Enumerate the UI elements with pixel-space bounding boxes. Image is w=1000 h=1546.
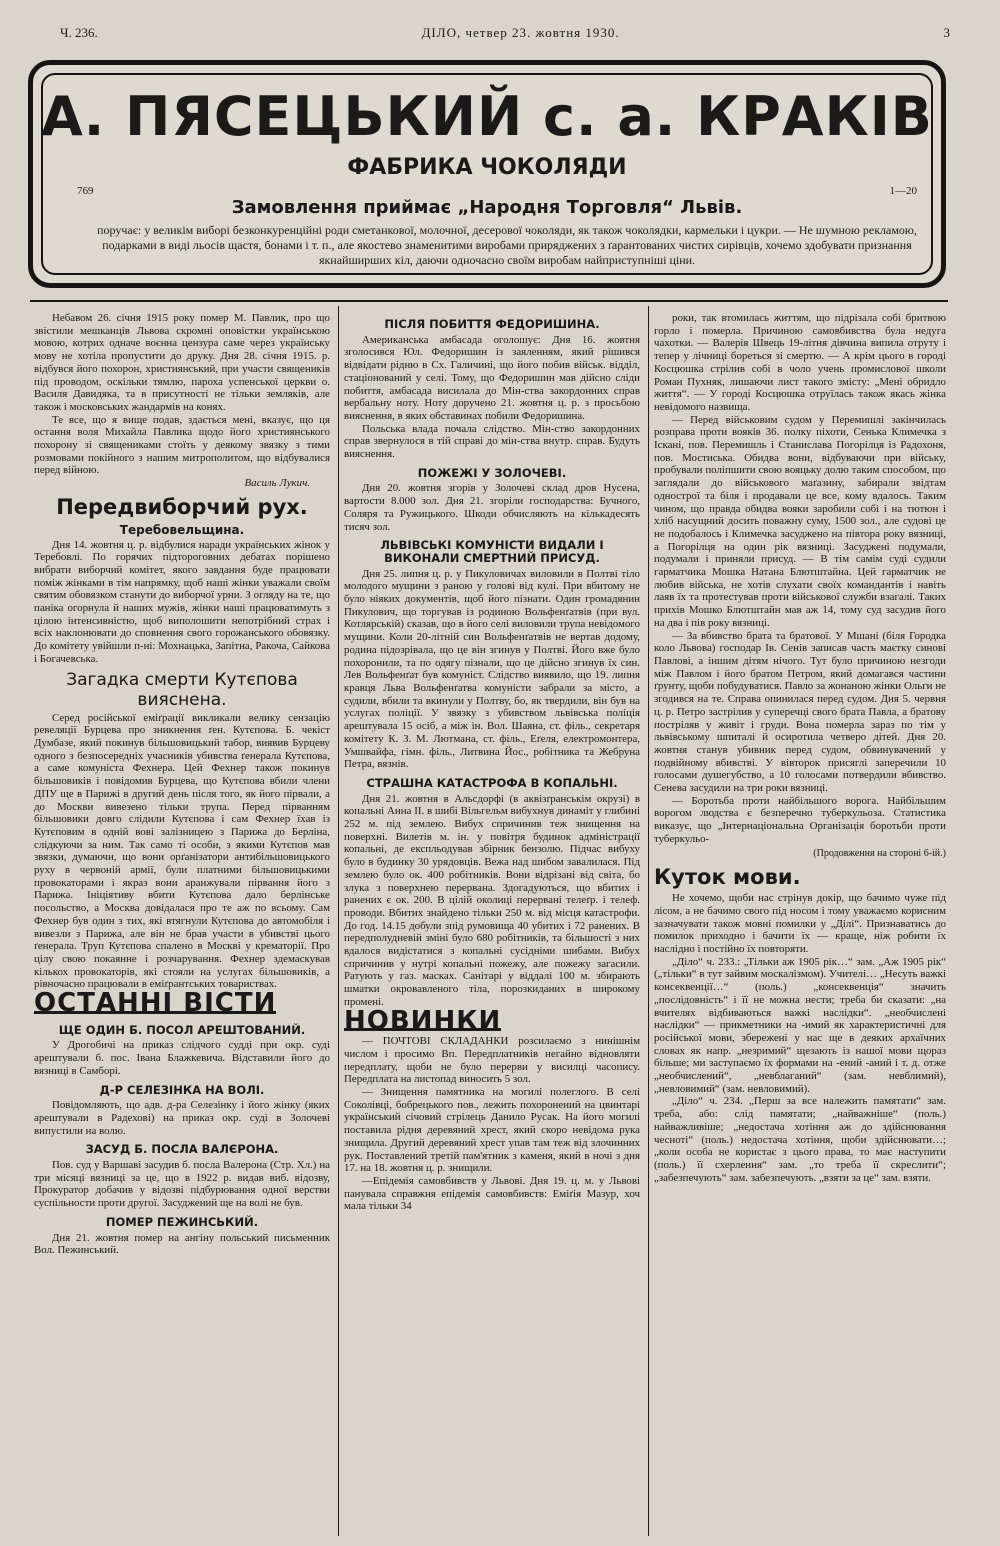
news-paragraph: роки, так втомилась життям, що підрізала собі бритвою горло і померла. Причиною самовбивства була недуга чахотки. — Валерія Швець 19-літня дівчина випила отруту і тепер у лічниці бореться зі смертю. — А крім цього в городі Косцюшка стрілив собі в чоло учень промислової школи Роман Пухняк, лишаючи лист такого змісту: „Мені обридло життя“. — У городі Косцюшка отруїлась також якась жінка невідомого назвища. — [654, 312, 946, 413]
news-headline: ПОЖЕЖІ У ЗОЛОЧЕВІ. — [417, 465, 567, 480]
ad-code-right: 1—20 — [889, 185, 917, 197]
page-header — [60, 22, 950, 44]
ad-code-left: 769 — [77, 185, 94, 197]
article-headline: Куток мови. — [654, 865, 801, 890]
article-paragraph: Серед російської еміґрації викликали велику сензацію ревеляції Бурцева про зникнення ґен. Кутєпова. Б. чекіст Думбазе, який покинув більшовицький табор, виявив Бурцеву одного з безпосередніх учасників убивства ґенерала Кутєпова, а саме комуніста Фехнера. Цей Фехнер також покинув більшовиків і повідомив Бурцева, що Кутєпова вбили члени ДПУ ще в Парижі в другий день після того, як його пірвали, а до Москви вивезено тільки трупа. Перед пірванням більшовики довго слідили Кутєпова і сам Фехнер їхав із Кутєповим в одній вові залізницею з Парижа до Берліна, слідкуючи за ним. Так само ті особи, з якими Кутєпов мав звязки, думаючи, що вони орґанізатори антибільшовицького руху в червоній армії, були платними більшовицькими провокаторами і якраз вони аранжували пірвання його з Парижа. Ініціятиву вбити Кутєпова дало берлінське посольство, а Москва довідалася про те аж по всьому. Сам Фехнер був один з тих, які втягнули Кутєпова до автомобіля і вивезли з Парижа, але він не брав участи в убивстві цього ґенерала. Труп Кутєпова спалено в Москві у крематорії. Про цілу свою покаянне і розчарування. Фехнер здемаскував кількох провокаторів, які стояли на услугах більшовиків, а рівночасно працювали в еміґрантських товариствах. — [34, 711, 330, 991]
news-paragraph: Американська амбасада оголошує: Дня 16. жовтня зголосився Юл. Федоришин із заяленням, який рішився відвідати рідню в Сх. Галичині, що його побив військ. відділ, стаціонований у селі. Тому, що Федоришин мав дійсно сліди побиття, амбасада висилала до Мін-ства закордонних справ вербальну ноту. Ноту доручено 21. жовтня ц. р. з просьбою вияснення, в яких обставинах побили Федоришина. — [344, 333, 640, 422]
news-paragraph: Дня 21. жовтня в Альсдорфі (в аквізґранськім окрузі) в копальні Анна II. в шибі Вільгельм вибухнув динаміт у глибині 252 м. під землею. Вибух спричинив теж знищення на поверхні. Вилетів м. ін. у повітря будинок адміністрації копальні, де експльодував збірник бензолю. Підчас вибуху було в будинку 30 урядовців. Вежа над шибом завалилася. Під землею було ок. 400 робітників. Вони відрізані від світа, бо злука з поверхнею перервана. Здогадуються, що вбитих і ранених є ок. 200. В цілій околиці перервані телеґр. і телеф. проводи. Вбитих знайдено тільки 250 м. від місця катастрофи. До год. 14.15 добули зпід румовища 40 убитих і 72 ранених. В передполудневій зміні було 680 робітників, та більшості з них вдалося видістатися з копальні сусідніми шибами. Вибух спричинив у нутрі копальні пожежу, але пожежу загасили. Ратують у газ. масках. Санітарі у віддалі 100 м. збирають шматки окровавленого тіла, порозкиданих в широкому промені. — [344, 792, 640, 1008]
news-headline: ЩЕ ОДИН Б. ПОСОЛ АРЕШТОВАНИЙ. — [58, 1022, 306, 1037]
news-headline: ЗАСУД Б. ПОСЛА ВАЛЄРОНА. — [85, 1142, 279, 1157]
news-paragraph: Дня 21. жовтня помер на ангіну польський письменник Вол. Пежинський. — [34, 1231, 330, 1257]
news-paragraph: — За вбивство брата та братової. У Мшані (біля Городка коло Львова) господар Ів. Сенів записав часть маєтку синові Павлові, а іншим дітям нічого. Тут було причиною незгоди між Павлом і його братом Петром, який домагався частини ґрунту, щоби побудуватися. Павло за жонаною жінки Ольги не згодився на те. Справа опинилася перед судом. Дня 5. червня ц. р. Петро застрілив у суперечці свого брата Павла, а братову постріляв у живіт і груди. Вона померла зараз по тім у львівському шпиталі й осиротила четверо дітей. Дня 20. жовтня станув убивник перед судом, обвинувачений у подвійному вбивстві. У вівторок присяглі заперечили 10 голосами душегубство, а 10 голосами потвердили вбивство. Сенева засудили на три роки вязниці. — [654, 629, 946, 795]
news-headline: СТРАШНА КАТАСТРОФА В КОПАЛЬНІ. — [366, 775, 618, 790]
column-3 — [654, 312, 946, 1536]
section-banner: НОВИНКИ — [344, 1005, 502, 1036]
page-number: 3 — [943, 25, 950, 40]
article-headline: Загадка смерти Кутєпова вияснена. — [66, 669, 298, 710]
news-headline: ПІСЛЯ ПОБИТТЯ ФЕДОРИШИНА. — [384, 317, 600, 331]
ad-body-text: поручає: у великім виборі безконкуренційні роди сметанкової, молочної, десерової чоколяди, як також чоколядки, кармельки і цукри. — Не шумною рекламою, подарками в виді льосів щастя, бонами і т. п., але якостево знаменитими виробами приряджених з ґарантованих чистих сирівців, хочемо здобувати признання якнайширших кіл, даючи одночасно своїм виробам найприступніші ціни. — [97, 223, 917, 267]
news-paragraph: Дня 20. жовтня згорів у Золочеві склад дров Нусена, вартости 8.000 зол. Дня 21. згоріли господарства: Бучного, Соляря та Ружицького. Шкоди обчисляють на кількадесять тисяч зол. — [344, 482, 640, 533]
top-divider — [30, 300, 948, 302]
news-paragraph: Повідомляють, що адв. д-ра Селезінку і його жінку (яких арештували в Радехові) на приказ окр. суді в Золочеві випустили на волю. — [34, 1099, 330, 1137]
news-paragraph: — Знищення памятника на могилі полеглого. В селі Соколівці, бобрецького пов., лежить похоронений на цвинтарі український січовий стрілець Данило Русак. На його могилі поставила рідня деревяний хрест, який скоро невідома рука знищила. Другий деревяний хрест упав там теж від злочинних рук. Поставлений третій пам'ятник з каменя, який в ночі з дня 17. на 18. жовтня ц. р. знищили. — [344, 1086, 640, 1175]
chocolate-advertisement — [28, 60, 946, 288]
article-paragraph: „Діло“ ч. 233.: „Тільки аж 1905 рік…“ зам. „Аж 1905 рік“ („тільки“ в тут зайвим москалізмом). Учителі… „Несуть важкі консеквенції…“ (поль.) „консеквенція“ значить „послідовність“ і її не можна нести; треба би сказати: „на вчителях відбиваються важкі наслідки“. „необчислені наслідки“ — прикметники на -имий як характеристичні для російської мови, збережені у нас ще в деяких архаїчних словах як напр. „незримий“ щезають із нашої мови щораз більше; ми заступаємо їх формами на -ений -аний і т. д. отже „необчислений“, „невблаганий“ (зам. невблимий), „невловимий“ (зам. невловимий). — [654, 955, 946, 1095]
article-paragraph: „Діло“ ч. 234. „Перш за все належить памятати“ зам. треба, або: слід памятати; „найважніше“ (поль.) найважливіше; „недостача хотіння аж до здійснювання чесноті“ (поль.) недостача хотіння, щоби здійснювати…; „коли особа не користає з цього права, то має наступити (поль.) її схерлення“ зам. „то треба її скреслити“; „забезпечують“ зам. забезпечують. „взяти за це“ зам. взяти. — [654, 1095, 946, 1184]
news-paragraph: —Епідемія самовбивств у Львові. Дня 19. ц. м. у Львові панувала справжня епідемія самовбивств: Еміґія Мазур, хоч мала тільки 34 — [344, 1175, 640, 1213]
news-paragraph: — Перед військовим судом у Перемишлі закінчилась розправа проти вояків 36. полку піхоти, Сенька Климечка з Іскані, пов. Перемишль і Станислава Погорілця із Радохоня, пов. Мостиська. Обидва вони, відбуваючи при війську, пробували поліпшити свою вояцьку долю таким способом, що заглядали до військового маґазину, забирали звідтам однострої та біля і продавали це все, кому вдалось. Таким чином, що правда обидва вояки заробили собі і на тютюн і хліб насущний досить поважну суму, 1500 зол., але судові це не подобалось і Климечка засуджено на півтора року вязниці, а Погорілця на один рік вязниці. Засуджені подумали, подумали і приняли присуд. — В тім самім суді судили гарматчика Мошка Натана Блютштайна. Цей гарматчик не любив війська, не хотів слухати своїх командантів і навіть лаяв їх та протестував проти військової служби взагалі. Таких прихів Мошко Блютштайн мав аж 14, тому суд засудив його на два і пів року вязниці. — [654, 413, 946, 629]
masthead-date: ДІЛО, четвер 23. жовтня 1930. — [421, 25, 620, 40]
article-paragraph: Те все, що я вище подав, здається мені, вказує, що ця остання воля Михайла Павлика щодо його християнського похорону зі священиками стоїть у деякому звязку з тими розмовами покійного з нашим митрополитом, що відбувалися перед війною. — [34, 413, 330, 477]
news-paragraph: — Боротьба проти найбільшого ворога. Найбільшим ворогом людства є безперечно туберкульоза. Статистика виказує, що „Інтернаціональна Організація боротьби проти туберкульо- — [654, 794, 946, 845]
article-signature: Василь Лукич. — [244, 477, 310, 490]
news-paragraph: — ПОЧТОВІ СКЛАДАНКИ розсилаємо з нинішнім числом і просимо Вп. Передплатників негайно відновляти передплату, щоби не було перерви у висилці часопису. Передплата на листопад виносить 5 зол. — [344, 1035, 640, 1086]
column-divider-1 — [338, 306, 339, 1536]
news-headline: Д-Р СЕЛЕЗІНКА НА ВОЛІ. — [99, 1082, 265, 1097]
news-headline: ЛЬВІВСЬКІ КОМУНІСТИ ВИДАЛИ І ВИКОНАЛИ СМЕРТНИЙ ПРИСУД. — [380, 538, 604, 565]
issue-number: Ч. 236. — [60, 25, 98, 40]
ad-subtitle: ФАБРИКА ЧОКОЛЯДИ — [347, 155, 627, 180]
continuation-note: (Продовження на стороні 6-ій.) — [813, 847, 946, 859]
article-paragraph: Дня 14. жовтня ц. р. відбулися наради українських жінок у Теребовлі. По горячих підтороговних дебатах порішено вибрати виборчий комітет, якого завдання буде працювати поміж жінками в тім напрямку, щоб наші жінки уважали своїм святим обовязком станути до виборчої урни. З огляду на те, що паніка огорнула й наших мужів, жінки наші працюватимуть з цілою інтенсивністю, щоб виполошити непотрібний страх і всіх наклонювати до сповнення свого горожанського обовязку. До комітету увійшли п-ні: Мохнацька, Запітна, Ракочa, Сайкова і Богачевська. — [34, 538, 330, 665]
ad-orders-line: Замовлення приймає „Народня Торговля“ Львів. — [231, 197, 743, 218]
article-paragraph: Не хочемо, щоби нас стрінув докір, що бачимо чуже під лісом, а не бачимо свого під носом і тому уважаємо корисним зазначувати також мовні помилки у „Ділі“. Признаватись до помилок приходно і бачити їх — краще, ніж робити їх наслідно і постійно їх повторяти. — [654, 892, 946, 956]
article-headline: Передвиборчий рух. — [56, 494, 308, 519]
news-headline: ПОМЕР ПЕЖИНСЬКИЙ. — [105, 1214, 259, 1229]
column-divider-2 — [648, 306, 649, 1536]
section-banner: ОСТАННІ ВІСТИ — [34, 988, 277, 1019]
column-1 — [34, 312, 330, 1536]
news-paragraph: Пов. суд у Варшаві засудив б. посла Валерона (Стр. Хл.) на три місяці вязниці за це, що в 1922 р. видав виб. відозву, Прокуратор добачив у відозві підбурювання одної верстви суспільности проти другої. Засуджений ще на волі не був. — [34, 1159, 330, 1210]
article-paragraph: Небавом 26. січня 1915 року помер М. Павлик, про що звістили мешканців Львова скромні оповістки українською мовою, котрих одначе воєнна цензура саме через українську мову не хотіла пропустити до друку. Дня 28. січня 1915. р. відбувся його похорон, християнський, при участи священиків під проводом, оскільки тямлю, пароха успенської церкви о. Василя Давидяка, та в присутності не тільки земляків, але також і московських жандармів на конях. — [34, 312, 330, 413]
news-paragraph: Польська влада почала слідство. Мін-ство закордонних справ звернулося в тій справі до мін-ства внутр. справ. Будуть вияснення. — [344, 422, 640, 461]
article-subheadline: Теребовельщина. — [119, 522, 245, 537]
ad-title: А. ПЯСЕЦЬКИЙ с. а. КРАКІВ — [41, 85, 933, 148]
news-paragraph: У Дрогобичі на приказ слідчого судді при окр. суді арештували б. пос. Івана Блажкевича. Відставили його до вязниці в Самборі. — [34, 1039, 330, 1077]
news-paragraph: Дня 25. липня ц. р. у Пикуловичах виловили в Полтві тіло молодого мущини з раною у голові від кулі. При вбитому не було ніяких документів, щоб його пізнати. Один громадянин Пикулович, що торгував із родиною Вольфенґатвів (при вул. Котлярській) сказав, що в його селі виловили трупа невідомого мущини. Коли 20-літній син Вольфенґатвів не вертав додому, родина підозрівала, що це він згинув у Полтві. Його вже було похоронили, та по одягу пізнали, що це дійсно згинув їх син. Лев Вольфенґат був комуніст. Слідство виявило, що 19. липня кравця Льва Вольфенґатва комуністи забрали за місто, а судили, вбили та вкинули у Полтву, бо, як твердили, він був на услугах поліції. У звязку з убивством львівська поліція арештувала 15 осіб, а між ін. Вол. Шаяна, ст. філь., секретаря комітету К. З. М. Лютмана, ст. філь., Еґеля, електромонтера, Умшвайфа, гімн. філь., Литвина Йос., робітника та Жебруна Петра, вязнів. — [344, 567, 640, 771]
column-2 — [344, 312, 640, 1536]
